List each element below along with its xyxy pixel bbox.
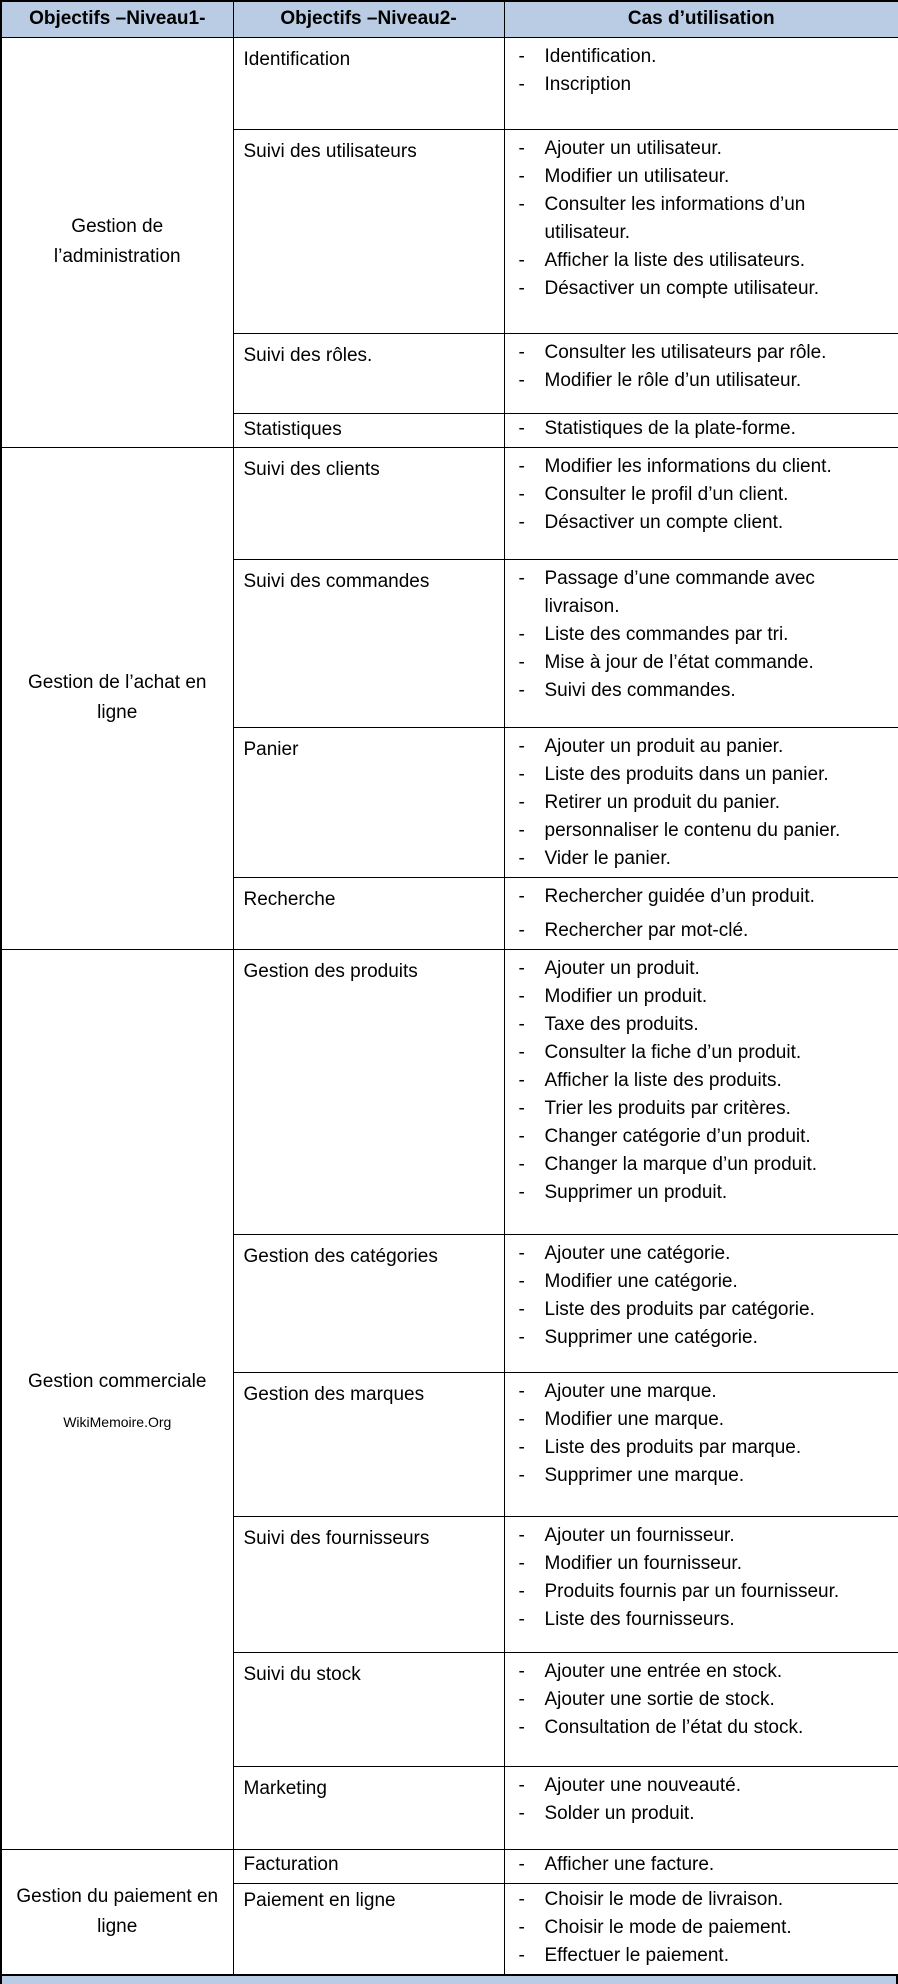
cases-cell (504, 1516, 898, 1652)
case-item (519, 1011, 895, 1039)
level1-cell-administration (1, 37, 233, 447)
case-text: Produits fournis par un fournisseur. (544, 1580, 840, 1602)
case-text: Modifier un fournisseur. (544, 1552, 742, 1574)
case-text: Ajouter un fournisseur. (544, 1524, 735, 1546)
case-item (519, 275, 895, 303)
case-text: personnaliser le contenu du panier. (544, 819, 841, 841)
case-item (519, 509, 895, 537)
table-row (1, 37, 898, 129)
cases-cell (504, 1234, 898, 1372)
level2-cell-panier: Panier (233, 727, 504, 877)
bullet-dash: - (518, 1524, 525, 1546)
level2-cell-statistiques: Statistiques (233, 413, 504, 447)
case-item (519, 1886, 895, 1914)
case-item (519, 1522, 895, 1550)
case-item (519, 1039, 895, 1067)
case-item (519, 1714, 895, 1742)
case-item (519, 1151, 895, 1179)
cases-cell (504, 413, 898, 447)
case-text: Changer catégorie d’un produit. (544, 1125, 811, 1147)
bullet-dash: - (518, 249, 525, 271)
level2-cell-suivi-stock: Suivi du stock (233, 1652, 504, 1766)
level1-label: Gestion de l’achat en ligne (27, 672, 207, 723)
level2-cell-gestion-produits: Gestion des produits (233, 949, 504, 1234)
case-text: Liste des produits dans un panier. (544, 763, 829, 785)
case-item (519, 1658, 895, 1686)
case-text: Vider le panier. (544, 847, 671, 869)
bullet-dash: - (518, 957, 525, 979)
bullet-dash: - (518, 651, 525, 673)
case-item (519, 1800, 895, 1828)
case-item (519, 677, 895, 705)
case-text: Modifier les informations du client. (544, 455, 832, 477)
case-item (519, 43, 895, 71)
bullet-dash: - (518, 1242, 525, 1264)
cases-cell (504, 447, 898, 559)
bullet-dash: - (518, 791, 525, 813)
case-text: Liste des fournisseurs. (544, 1608, 735, 1630)
case-text: Solder un produit. (544, 1802, 695, 1824)
bullet-dash: - (518, 341, 525, 363)
case-item (519, 1324, 895, 1352)
case-item (519, 1462, 895, 1490)
case-item (519, 1434, 895, 1462)
case-text: Consulter les utilisateurs par rôle. (544, 341, 827, 363)
case-item (519, 1914, 895, 1942)
case-text: Ajouter un produit. (544, 957, 700, 979)
case-text: Liste des commandes par tri. (544, 623, 789, 645)
bullet-dash: - (518, 847, 525, 869)
bullet-dash: - (518, 1580, 525, 1602)
case-text: Passage d’une commande avec livraison. (544, 567, 815, 617)
case-item (519, 983, 895, 1011)
bullet-dash: - (518, 1298, 525, 1320)
case-text: Taxe des produits. (544, 1013, 699, 1035)
bullet-dash: - (518, 1326, 525, 1348)
bullet-dash: - (518, 1853, 525, 1875)
bullet-dash: - (518, 1688, 525, 1710)
case-item (519, 1123, 895, 1151)
bullet-dash: - (518, 1041, 525, 1063)
bullet-dash: - (518, 1660, 525, 1682)
level1-cell-paiement (1, 1849, 233, 1975)
bullet-dash: - (518, 735, 525, 757)
case-item (519, 163, 895, 191)
level1-cell-achat-en-ligne (1, 447, 233, 949)
cases-cell (504, 1372, 898, 1516)
level2-cell-identification: Identification (233, 37, 504, 129)
case-text: Consulter le profil d’un client. (544, 483, 789, 505)
case-item (519, 415, 895, 443)
header-objectifs-niveau1: Objectifs –Niveau1- (1, 1, 233, 37)
bullet-dash: - (518, 1069, 525, 1091)
case-text: Consultation de l’état du stock. (544, 1716, 804, 1738)
case-text: Modifier un produit. (544, 985, 708, 1007)
case-text: Modifier le rôle d’un utilisateur. (544, 369, 802, 391)
case-item (519, 1578, 895, 1606)
level2-cell-suivi-clients: Suivi des clients (233, 447, 504, 559)
case-text: Supprimer une catégorie. (544, 1326, 758, 1348)
case-text: Retirer un produit du panier. (544, 791, 781, 813)
watermark-text: WikiMemoire.Org (63, 1414, 172, 1430)
case-text: Ajouter une nouveauté. (544, 1774, 741, 1796)
case-item (519, 733, 895, 761)
case-item (519, 1942, 895, 1970)
case-item (519, 191, 895, 247)
bullet-dash: - (518, 679, 525, 701)
table-row (1, 949, 898, 1234)
case-text: Ajouter une catégorie. (544, 1242, 731, 1264)
level2-cell-marketing: Marketing (233, 1766, 504, 1849)
bullet-dash: - (518, 511, 525, 533)
case-item (519, 339, 895, 367)
level2-cell-facturation: Facturation (233, 1849, 504, 1883)
case-item (519, 1772, 895, 1800)
case-item (519, 1296, 895, 1324)
case-item (519, 1550, 895, 1578)
bullet-dash: - (518, 1270, 525, 1292)
level2-cell-gestion-marques: Gestion des marques (233, 1372, 504, 1516)
level2-cell-paiement-en-ligne: Paiement en ligne (233, 1883, 504, 1975)
case-text: Choisir le mode de livraison. (544, 1888, 784, 1910)
case-text: Ajouter un utilisateur. (544, 137, 722, 159)
bullet-dash: - (518, 1802, 525, 1824)
bullet-dash: - (518, 73, 525, 95)
case-text: Effectuer le paiement. (544, 1944, 729, 1966)
bullet-dash: - (518, 1552, 525, 1574)
bullet-dash: - (518, 1774, 525, 1796)
case-text: Identification. (544, 45, 657, 67)
bullet-dash: - (518, 885, 525, 907)
case-text: Désactiver un compte utilisateur. (544, 277, 820, 299)
bullet-dash: - (518, 417, 525, 439)
case-text: Afficher la liste des produits. (544, 1069, 782, 1091)
bullet-dash: - (518, 919, 525, 941)
bullet-dash: - (518, 1888, 525, 1910)
case-item (519, 1240, 895, 1268)
bullet-dash: - (518, 1013, 525, 1035)
case-text: Supprimer un produit. (544, 1181, 728, 1203)
level2-cell-suivi-fournisseurs: Suivi des fournisseurs (233, 1516, 504, 1652)
next-row-strip (0, 1976, 898, 1984)
case-item (519, 1179, 895, 1207)
bullet-dash: - (518, 455, 525, 477)
case-text: Modifier une marque. (544, 1408, 725, 1430)
case-text: Consulter les informations d’un utilisateur. (544, 193, 806, 243)
case-item (519, 247, 895, 275)
case-item (519, 71, 895, 99)
case-text: Liste des produits par marque. (544, 1436, 802, 1458)
bullet-dash: - (518, 1916, 525, 1938)
case-item (519, 565, 895, 621)
bullet-dash: - (518, 1716, 525, 1738)
bullet-dash: - (518, 763, 525, 785)
cases-cell (504, 559, 898, 727)
bullet-dash: - (518, 623, 525, 645)
case-item (519, 453, 895, 481)
case-item (519, 649, 895, 677)
case-text: Rechercher guidée d’un produit. (544, 885, 815, 907)
case-item (519, 917, 895, 945)
case-item (519, 845, 895, 873)
case-text: Ajouter une entrée en stock. (544, 1660, 783, 1682)
case-text: Mise à jour de l’état commande. (544, 651, 814, 673)
case-text: Choisir le mode de paiement. (544, 1916, 792, 1938)
case-text: Afficher une facture. (544, 1853, 715, 1875)
bullet-dash: - (518, 277, 525, 299)
case-item (519, 817, 895, 845)
case-item (519, 1378, 895, 1406)
case-text: Changer la marque d’un produit. (544, 1153, 818, 1175)
case-text: Afficher la liste des utilisateurs. (544, 249, 805, 271)
case-item (519, 1067, 895, 1095)
case-text: Désactiver un compte client. (544, 511, 784, 533)
table-row (1, 1849, 898, 1883)
level1-label: Gestion commerciale (28, 1371, 207, 1392)
bullet-dash: - (518, 819, 525, 841)
bullet-dash: - (518, 1436, 525, 1458)
case-item (519, 367, 895, 395)
level1-cell-commerciale (1, 949, 233, 1849)
bullet-dash: - (518, 1181, 525, 1203)
table-row (1, 447, 898, 559)
bullet-dash: - (518, 1408, 525, 1430)
bullet-dash: - (518, 1380, 525, 1402)
cases-cell (504, 949, 898, 1234)
header-row (1, 1, 898, 37)
case-text: Ajouter une marque. (544, 1380, 717, 1402)
case-item (519, 1268, 895, 1296)
case-text: Ajouter un produit au panier. (544, 735, 784, 757)
case-text: Liste des produits par catégorie. (544, 1298, 815, 1320)
cases-cell (504, 727, 898, 877)
case-item (519, 481, 895, 509)
case-text: Inscription (544, 73, 632, 95)
level1-label: Gestion de l’administration (53, 216, 181, 267)
bullet-dash: - (518, 165, 525, 187)
case-item (519, 1686, 895, 1714)
cases-cell (504, 1766, 898, 1849)
bullet-dash: - (518, 567, 525, 589)
header-objectifs-niveau2: Objectifs –Niveau2- (233, 1, 504, 37)
case-item (519, 955, 895, 983)
case-item (519, 1406, 895, 1434)
bullet-dash: - (518, 985, 525, 1007)
case-text: Modifier un utilisateur. (544, 165, 730, 187)
cases-cell (504, 37, 898, 129)
case-item (519, 135, 895, 163)
case-item (519, 883, 895, 911)
bullet-dash: - (518, 1464, 525, 1486)
bullet-dash: - (518, 483, 525, 505)
level2-cell-suivi-commandes: Suivi des commandes (233, 559, 504, 727)
bullet-dash: - (518, 1125, 525, 1147)
case-text: Supprimer une marque. (544, 1464, 745, 1486)
case-item (519, 1851, 895, 1879)
cases-cell (504, 1883, 898, 1975)
cases-cell (504, 129, 898, 333)
case-item (519, 621, 895, 649)
cases-cell (504, 1652, 898, 1766)
case-text: Trier les produits par critères. (544, 1097, 791, 1119)
cases-cell (504, 1849, 898, 1883)
level2-cell-recherche: Recherche (233, 877, 504, 949)
bullet-dash: - (518, 369, 525, 391)
bullet-dash: - (518, 137, 525, 159)
bullet-dash: - (518, 1153, 525, 1175)
header-cas-utilisation: Cas d’utilisation (504, 1, 898, 37)
level2-cell-suivi-utilisateurs: Suivi des utilisateurs (233, 129, 504, 333)
level2-cell-suivi-roles: Suivi des rôles. (233, 333, 504, 413)
bullet-dash: - (518, 193, 525, 215)
level1-label: Gestion du paiement en ligne (16, 1885, 219, 1937)
case-item (519, 1606, 895, 1634)
bullet-dash: - (518, 1097, 525, 1119)
bullet-dash: - (518, 1608, 525, 1630)
cases-cell (504, 333, 898, 413)
case-text: Modifier une catégorie. (544, 1270, 738, 1292)
bullet-dash: - (518, 1944, 525, 1966)
cases-cell (504, 877, 898, 949)
case-item (519, 761, 895, 789)
case-text: Rechercher par mot-clé. (544, 919, 749, 941)
case-text: Statistiques de la plate-forme. (544, 417, 796, 439)
case-text: Consulter la fiche d’un produit. (544, 1041, 802, 1063)
case-item (519, 789, 895, 817)
case-text: Suivi des commandes. (544, 679, 736, 701)
case-text: Ajouter une sortie de stock. (544, 1688, 775, 1710)
level2-cell-gestion-categories: Gestion des catégories (233, 1234, 504, 1372)
case-item (519, 1095, 895, 1123)
bullet-dash: - (518, 45, 525, 67)
